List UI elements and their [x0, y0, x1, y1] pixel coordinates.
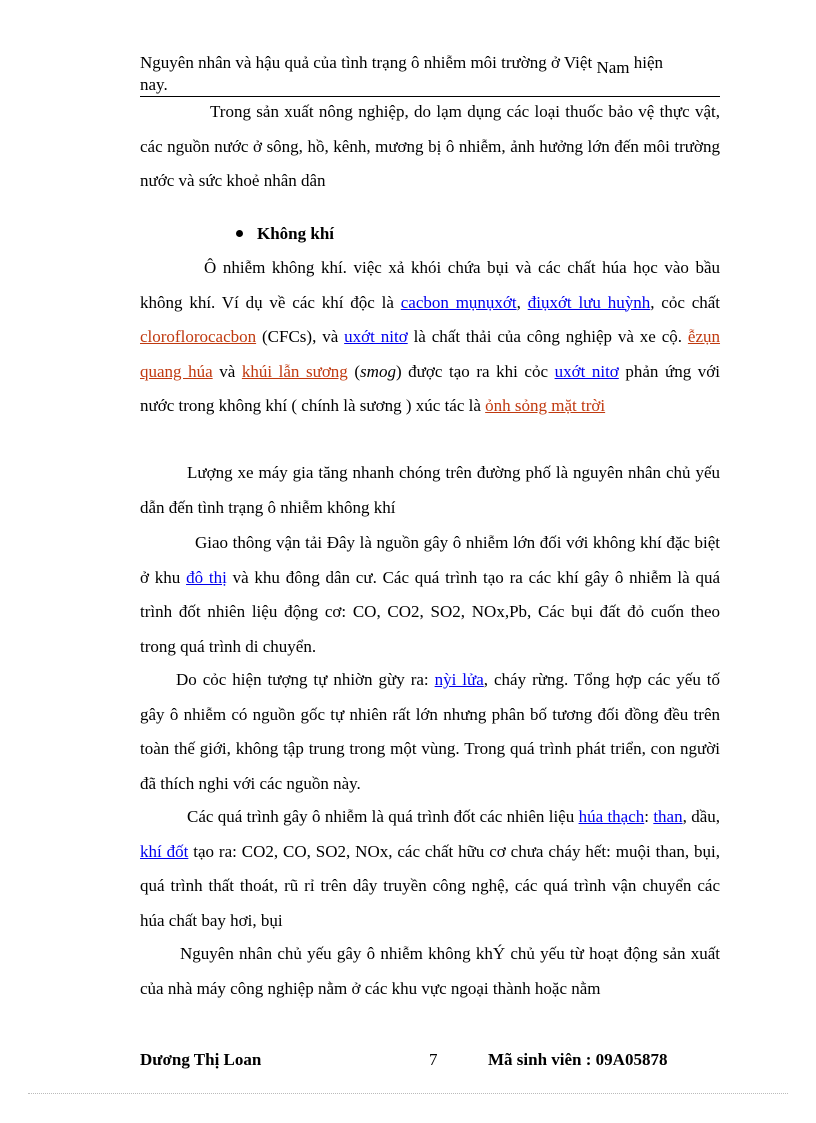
- header-title-line2: nay.: [140, 75, 168, 94]
- paragraph-agriculture: Trong sản xuất nông nghiệp, do lạm dụng các loại thuốc bảo vệ thực vật, các nguồn nước ở sông, hồ, kênh, mương bị ô nhiễm, ảnh hưởng lớn đến môi trường nước và sức khoẻ nhân dân: [140, 102, 720, 190]
- text: và khu đông dân cư. Các quá trình tạo ra các khí gây ô nhiễm là quá trình đốt nhiên liệu động cơ: CO, CO2, SO2, NOx,Pb, Các bụi đất đỏ cuốn theo trong quá trình di chuyển.: [140, 567, 720, 656]
- header-title: Nguyên nhân và hậu quả của tình trạng ô nhiễm môi trường ở Việt: [140, 53, 597, 72]
- text: Giao thông vận tải Đây là nguồn gây ô nhiễm lớn đối với không khí đặc biệt ở khu: [140, 533, 720, 587]
- text: Các quá trình gây ô nhiễm là quá trình đốt các nhiên liệu: [187, 807, 579, 826]
- link-volcano[interactable]: nỳi lửa: [434, 670, 484, 689]
- link-nitrogen-oxide-2[interactable]: uxớt nitơ: [554, 361, 619, 381]
- text: Ô nhiễm không khí. việc xả khói chứa bụi và các chất húa học vào bầu không khí. Ví dụ về các khí độc là: [140, 258, 720, 312]
- text: tạo ra: CO2, CO, SO2, NOx, các chất hữu cơ chưa cháy hết: muội than, bụi, quá trình thất thoát, rũ rỉ trên dây truyền công nghệ, các quá trình vận chuyển các húa chất bay hơi, bụi: [140, 841, 720, 930]
- text: , dầu,: [682, 807, 720, 826]
- link-cfc[interactable]: cloroflorocacbon: [140, 327, 257, 346]
- header-title-sub: Nam: [596, 58, 630, 77]
- text: , cỏc chất: [650, 292, 721, 312]
- text: (: [347, 361, 361, 381]
- text: và: [212, 361, 242, 381]
- text: là chất thải của công nghiệp và xe cộ.: [407, 327, 688, 346]
- paragraph-transport: [140, 526, 720, 664]
- footer-author: Dương Thị Loan: [140, 1050, 262, 1069]
- link-nitrogen-oxide[interactable]: uxớt nitơ: [344, 327, 408, 346]
- header-title-tail: hiện: [629, 53, 664, 72]
- text: Do cỏc hiện tượng tự nhiờn gừy ra:: [176, 670, 435, 689]
- footer-student-id: Mã sinh viên : 09A05878: [488, 1050, 668, 1069]
- link-smog[interactable]: khúi lẫn sương: [241, 361, 348, 381]
- bullet-dot-icon: [236, 230, 243, 237]
- text: ,: [516, 292, 528, 312]
- link-sunlight[interactable]: ỏnh sỏng mặt trời: [485, 396, 606, 415]
- link-ozone[interactable]: ễzụn quang húa: [140, 327, 721, 381]
- text: phản ứng với nước trong không khí ( chính là sương ) xúc tác là: [140, 361, 720, 415]
- text: (CFCs), và: [256, 327, 345, 346]
- paragraph-fossil-fuel: [140, 800, 720, 938]
- page-bottom-divider: [28, 1093, 788, 1094]
- paragraph-industry: Nguyên nhân chủ yếu gây ô nhiễm không khÝ chủ yếu từ hoạt động sản xuất của nhà máy công nghiệp nằm ở các khu vực ngoại thành hoặc nằm: [140, 944, 720, 998]
- link-sulfur-dioxide[interactable]: điụxớt lưu huỳnh: [527, 292, 651, 312]
- text-smog: smog: [360, 361, 396, 381]
- bullet-heading: [236, 220, 334, 248]
- paragraph-air-pollution: [140, 251, 720, 424]
- link-carbon-monoxide[interactable]: cacbon mụnụxớt: [400, 292, 517, 312]
- text: :: [644, 807, 654, 826]
- link-gas[interactable]: khí đốt: [140, 841, 189, 861]
- link-urban[interactable]: đô thị: [186, 567, 227, 587]
- bullet-heading-label: Không khí: [257, 224, 335, 243]
- paragraph-natural: [140, 663, 720, 801]
- text: , cháy rừng. Tổng hợp các yếu tố gây ô nhiễm có nguồn gốc tự nhiên rất lớn nhưng phân bố tương đối đồng đều trên toàn thế giới, không tập trung trong một vùng. Trong quá trình phát triển, con người đã thích nghi với các nguồn này.: [140, 670, 721, 793]
- page-number: 7: [429, 1050, 438, 1069]
- link-fossil-fuel[interactable]: húa thạch: [578, 807, 645, 826]
- text: ) được tạo ra khi cỏc: [395, 361, 555, 381]
- link-coal[interactable]: than: [653, 807, 683, 826]
- paragraph-motorbikes: Lượng xe máy gia tăng nhanh chóng trên đường phố là nguyên nhân chủ yếu dẫn đến tình trạng ô nhiễm không khí: [140, 463, 720, 517]
- page-header: [140, 52, 720, 97]
